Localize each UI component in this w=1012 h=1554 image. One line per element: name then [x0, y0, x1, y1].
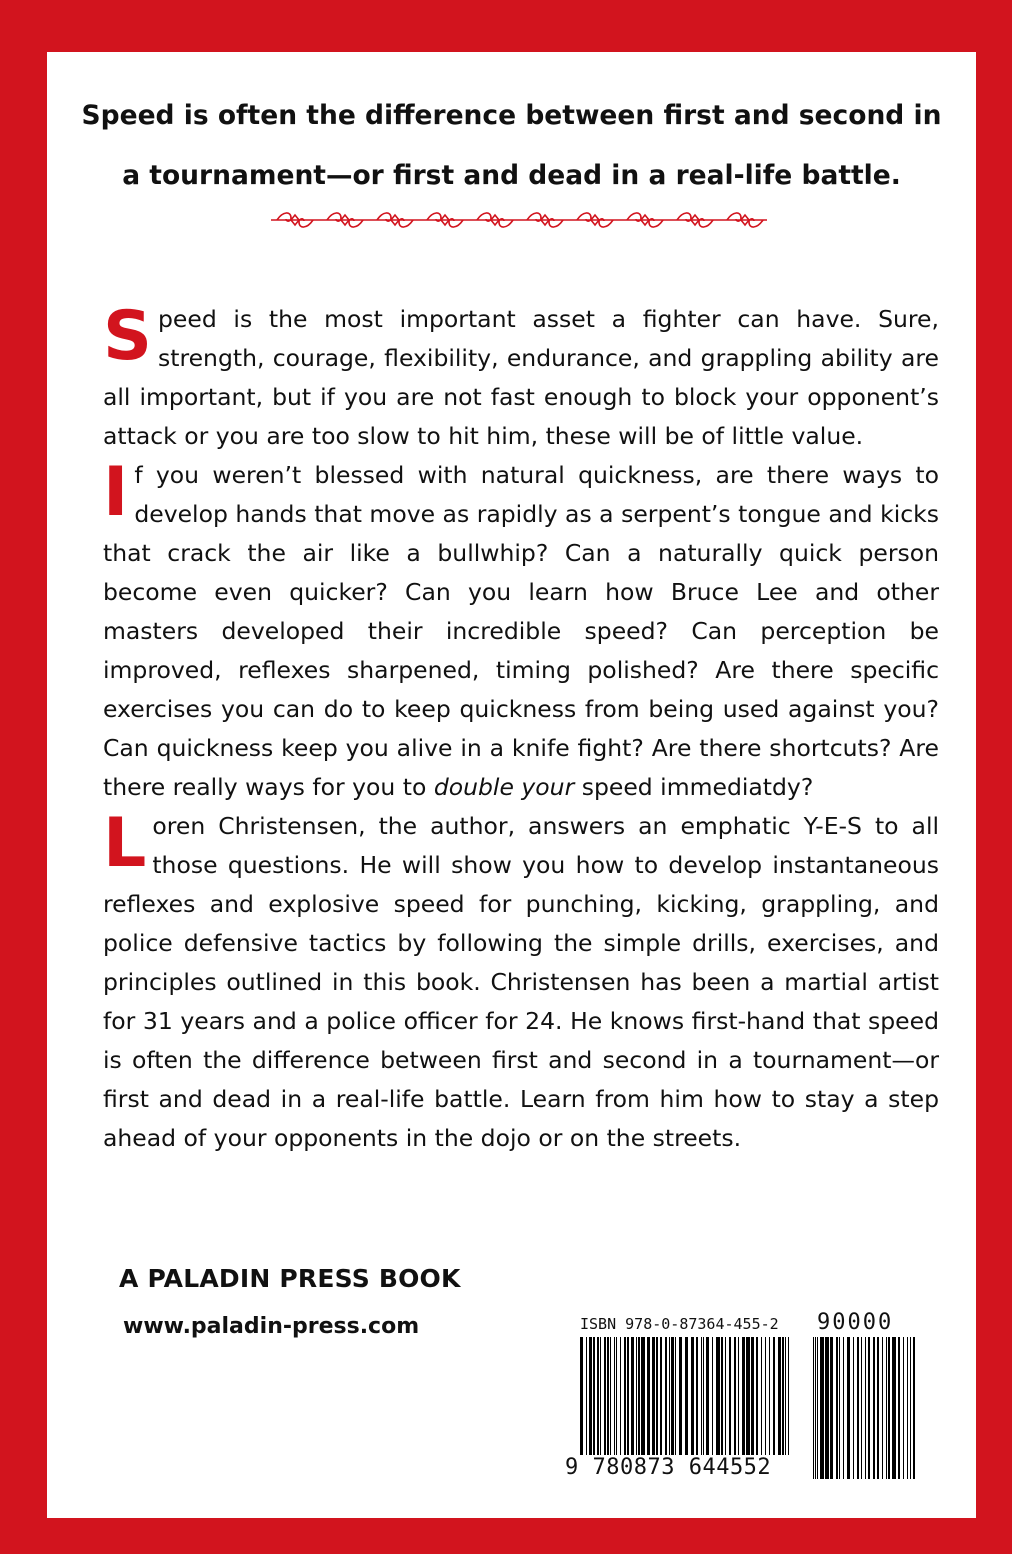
- barcode-digits: 9 780873 644552: [565, 1455, 803, 1480]
- dropcap-i: I: [103, 453, 129, 532]
- paragraph-text: peed is the most important asset a fighter can have. Sure, strength, courage, flexibility, endurance, and grappling ability are all important, but if you are not fast enough to block your opponent’s attack or you are too slow to hit him, these will be of little value.: [103, 305, 939, 450]
- tagline-line-1: Speed is often the difference between first and second in: [81, 100, 942, 131]
- paragraph-speed: [103, 297, 939, 456]
- back-cover: [47, 52, 976, 1518]
- barcode-addon-digits: 90000: [817, 1310, 894, 1335]
- paragraph-text-end: speed immediatdy?: [574, 773, 814, 801]
- paragraph-text: f you weren’t blessed with natural quickness, are there ways to develop hands that move as rapidly as a serpent’s tongue and kicks that crack the air like a bullwhip? Can a naturally quick person become even quicker? Can you learn how Bruce Lee and other masters developed their incredible speed? Can perception be improved, reflexes sharpened, timing polished? Are there specific exercises you can do to keep quickness from being used against you? Can quickness keep you alive in a knife fight? Are there shortcuts? Are there really ways for you to: [103, 461, 939, 801]
- italic-phrase: double your: [433, 773, 575, 801]
- tagline-line-2: a tournament—or first and dead in a real-life battle.: [122, 160, 901, 191]
- dropcap-l: L: [103, 804, 147, 883]
- barcode-main: [579, 1337, 792, 1469]
- paragraph-text: oren Christensen, the author, answers an emphatic Y-E-S to all those questions. He will show you how to develop instantaneous reflexes and explosive speed for punching, kicking, grappling, and police defensive tactics by following the simple drills, exercises, and principles outlined in this book. Christensen has been a martial artist for 31 years and a police officer for 24. He knows first-hand that speed is often the difference between first and second in a tournament—or first and dead in a real-life battle. Learn from him how to stay a step ahead of your opponents in the dojo or on the streets.: [103, 812, 939, 1152]
- publisher-name: A PALADIN PRESS BOOK: [119, 1264, 461, 1293]
- ornament-divider-icon: [271, 209, 767, 231]
- paragraph-questions: [103, 453, 939, 807]
- description: [103, 297, 939, 1158]
- paragraph-author: [103, 804, 939, 1158]
- dropcap-s: S: [103, 297, 152, 376]
- tagline: [47, 86, 976, 206]
- isbn-label: ISBN 978-0-87364-455-2: [580, 1315, 779, 1333]
- barcode-addon: [812, 1337, 916, 1479]
- publisher-website: www.paladin-press.com: [123, 1314, 420, 1339]
